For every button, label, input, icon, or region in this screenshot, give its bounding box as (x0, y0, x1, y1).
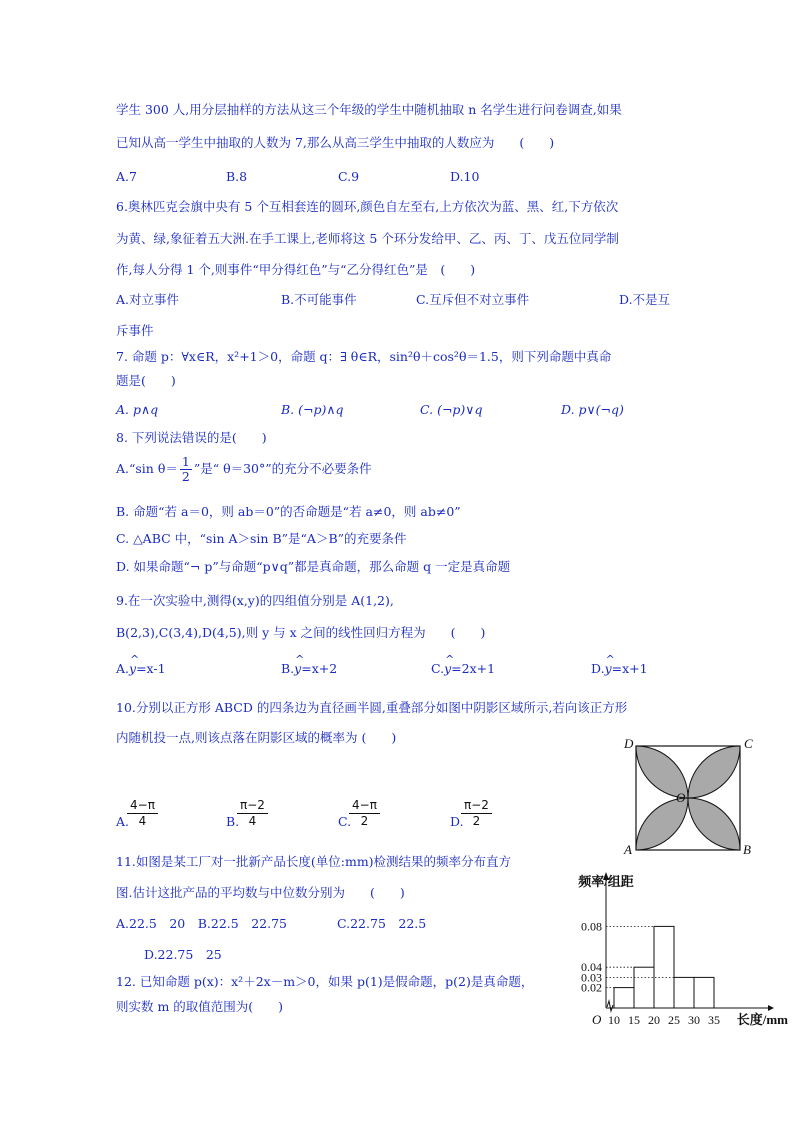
y-tick-label: 0.08 (581, 919, 602, 934)
y-tick-label: 0.03 (581, 970, 602, 985)
y-axis-title: 频率/组距 (578, 874, 634, 889)
q10-option-c-label: C. (338, 814, 352, 829)
q9-a-yhat: ^ y (129, 661, 136, 677)
q11-line1: 11.如图是某工厂对一批新产品长度(单位:mm)检测结果的频率分布直方 (116, 854, 512, 869)
histogram-bar (614, 988, 634, 1008)
q9-b-yhat: ^ y (294, 661, 301, 677)
x-tick-label: 15 (628, 1013, 640, 1027)
q10-option-d-label: D. (450, 814, 464, 829)
q6-line1: 6.奥林匹克会旗中央有 5 个互相套连的圆环,颜色自左至右,上方依次为蓝、黑、红,下方依次 (116, 199, 619, 214)
x-tick-label: 25 (668, 1013, 680, 1027)
q7-option-a: A. p∧q (116, 402, 159, 417)
q6-line3: 作,每人分得 1 个,则事件“甲分得红色”与“乙分得红色”是 ( ) (116, 262, 476, 277)
q8-option-d: D. 如果命题“¬ p”与命题“p∨q”都是真命题，那么命题 q 一定是真命题 (116, 559, 511, 574)
q9-line2: B(2,3),C(3,4),D(4,5),则 y 与 x 之间的线性回归方程为 ( ) (116, 625, 486, 640)
q7-line2: 题是( ) (116, 373, 176, 388)
histogram-bar (654, 926, 674, 1008)
square-semicircle-figure (616, 734, 766, 856)
frequency-histogram (562, 860, 790, 1032)
q7-option-d: D. p∨(¬q) (561, 402, 624, 417)
x-tick-label: 35 (708, 1013, 720, 1027)
x-axis-arrow (768, 1005, 774, 1011)
q7-option-c: C. (¬p)∨q (420, 402, 483, 417)
q6-option-d: D.不是互 (619, 292, 671, 307)
q9-option-a (116, 661, 166, 677)
q8-option-b: B. 命题“若 a＝0，则 ab＝0”的否命题是“若 a≠0，则 ab≠0” (116, 504, 461, 519)
q9-option-c (431, 661, 495, 677)
q5-option-b: B.8 (226, 169, 248, 184)
vertex-a: A (624, 842, 632, 856)
q8-a-pre: A.“sin θ＝ (116, 461, 178, 476)
q7-option-b: B. (¬p)∧q (281, 402, 344, 417)
q10-option-b-label: B. (226, 814, 240, 829)
q10-option-c-fraction (349, 798, 380, 829)
vertex-d: D (624, 736, 634, 751)
q5-line2: 已知从高一学生中抽取的人数为 7,那么从高三学生中抽取的人数应为 ( ) (116, 135, 555, 150)
histogram-bar (634, 967, 654, 1008)
q10-c-den: 2 (360, 814, 369, 828)
histogram-bar (674, 977, 694, 1008)
y-tick-label: 0.04 (581, 960, 602, 975)
q11-options-line2: D.22.75 25 (144, 947, 222, 962)
vertex-b: B (743, 842, 751, 856)
q9-b-label: B. (281, 661, 295, 676)
q5-option-d: D.10 (450, 169, 480, 184)
q6-option-d-cont: 斥事件 (116, 323, 154, 338)
q5-line1: 学生 300 人,用分层抽样的方法从这三个年级的学生中随机抽取 n 名学生进行问卷调查,如果 (116, 102, 622, 117)
y-tick-label: 0.02 (581, 980, 602, 995)
q11-line2: 图.估计这批产品的平均数与中位数分别为 ( ) (116, 885, 405, 900)
q9-d-yhat: ^ y (605, 661, 612, 677)
q8-a-post: ”是“ θ＝30°”的充分不必要条件 (193, 461, 372, 476)
q9-d-rhs: =x+1 (611, 661, 648, 676)
axis-break (607, 1001, 613, 1011)
x-tick-label: 20 (648, 1013, 660, 1027)
q8-a-den: 2 (181, 469, 190, 484)
q6-option-b: B.不可能事件 (281, 292, 357, 307)
q10-option-a-fraction (127, 798, 158, 829)
q9-option-b (281, 661, 337, 677)
q9-a-label: A. (116, 661, 130, 676)
q8-a-num: 1 (181, 454, 190, 469)
q5-option-a: A.7 (116, 169, 137, 184)
q12-line1: 12. 已知命题 p(x)：x²＋2x－m＞0，如果 p(1)是假命题，p(2)是真命题， (116, 974, 534, 989)
q9-a-rhs: =x-1 (136, 661, 166, 676)
q10-a-num: 4−π (127, 798, 158, 814)
x-tick-label: 10 (608, 1013, 620, 1027)
q8-option-a (116, 455, 372, 484)
q10-line2: 内随机投一点,则该点落在阴影区域的概率为 ( ) (116, 730, 397, 745)
q10-option-a-label: A. (116, 814, 130, 829)
q10-b-num: π−2 (237, 798, 268, 814)
q10-d-den: 2 (472, 814, 481, 828)
q8-a-fraction (180, 455, 192, 484)
q10-option-d-fraction (461, 798, 492, 829)
q9-b-rhs: =x+2 (301, 661, 338, 676)
q9-line1: 9.在一次实验中,测得(x,y)的四组值分别是 A(1,2), (116, 593, 394, 608)
q6-option-c: C.互斥但不对立事件 (416, 292, 530, 307)
center-o: O (676, 790, 686, 805)
vertex-c: C (744, 736, 753, 751)
q10-a-den: 4 (138, 814, 147, 828)
histogram-bar (694, 977, 714, 1008)
q12-line2: 则实数 m 的取值范围为( ) (116, 999, 284, 1014)
q10-c-num: 4−π (349, 798, 380, 814)
x-axis-title: 长度/mm (736, 1012, 788, 1027)
q10-line1: 10.分别以正方形 ABCD 的四条边为直径画半圆,重叠部分如图中阴影区域所示,若向该正方形 (116, 700, 628, 715)
q11-options-line1: A.22.5 20 B.22.5 22.75 C.22.75 22.5 (116, 916, 427, 931)
q8-option-c: C. △ABC 中，“sin A＞sin B”是“A＞B”的充要条件 (116, 531, 407, 546)
histogram-bars (614, 926, 714, 1008)
q5-option-c: C.9 (338, 169, 360, 184)
q9-c-yhat: ^ y (444, 661, 451, 677)
q6-line2: 为黄、绿,象征着五大洲.在手工课上,老师将这 5 个环分发给甲、乙、丙、丁、戊五位同学制 (116, 231, 619, 246)
q9-c-rhs: =2x+1 (451, 661, 496, 676)
q10-b-den: 4 (248, 814, 257, 828)
q10-option-b-fraction (237, 798, 268, 829)
q7-line1: 7. 命题 p：∀x∈R，x²+1＞0，命题 q：∃ θ∈R，sin²θ＋cos²θ＝1.5，则下列命题中真命 (116, 349, 612, 364)
q9-d-label: D. (591, 661, 605, 676)
q8-line1: 8. 下列说法错误的是( ) (116, 430, 267, 445)
q10-d-num: π−2 (461, 798, 492, 814)
q9-option-d (591, 661, 648, 677)
q6-option-a: A.对立事件 (116, 292, 180, 307)
x-tick-label: 30 (688, 1013, 700, 1027)
q9-c-label: C. (431, 661, 445, 676)
origin-label: O (592, 1012, 602, 1027)
